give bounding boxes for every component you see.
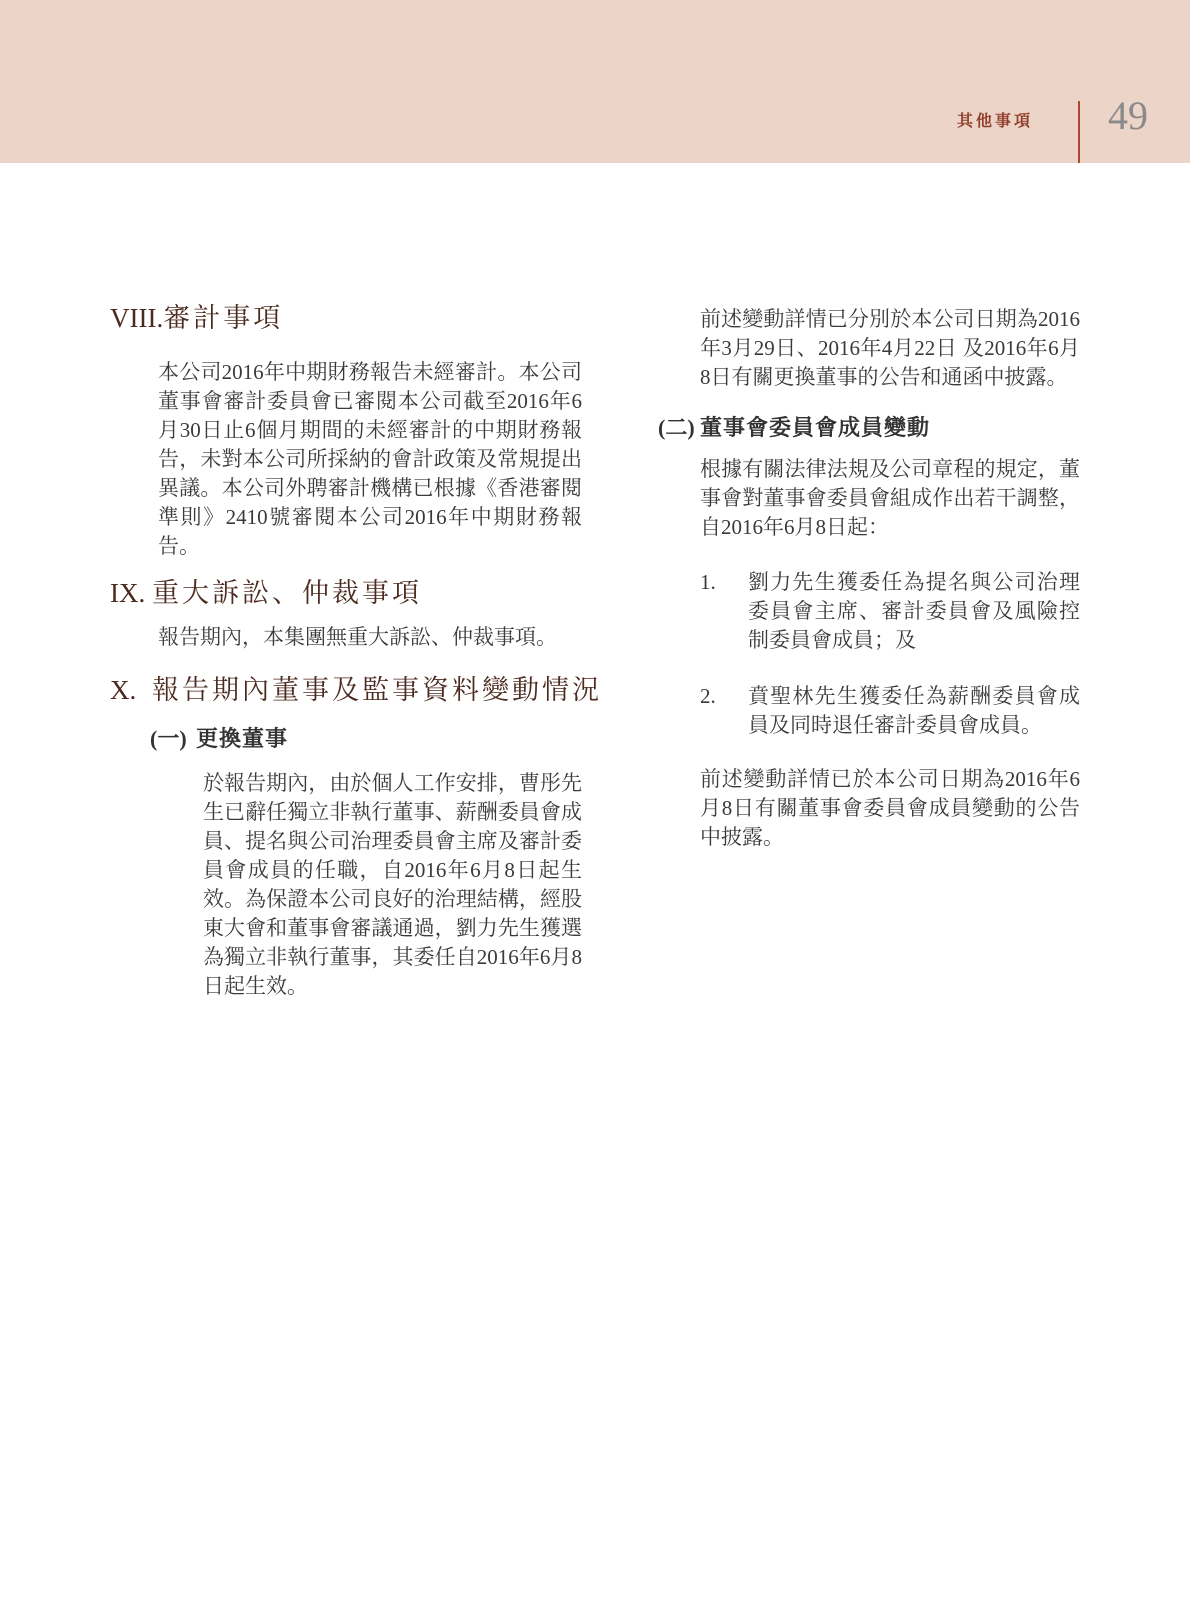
header-divider [1078,101,1080,163]
right-column [658,305,1080,852]
section-ix-title: 重大訴訟、仲裁事項 [152,578,422,608]
section-x-number: X. [110,675,137,705]
continuation-paragraph: 前述變動詳情已分別於本公司日期為2016年3月29日、2016年4月22日 及2016年6月8日有關更換董事的公告和通函中披露。 [700,307,1080,389]
page-number: 49 [1108,93,1148,138]
section-viii-heading [110,300,582,336]
section-ix-number: IX. [110,578,146,608]
section-x-heading [110,672,602,708]
subsection-1-body: 於報告期內，由於個人工作安排，曹彤先生已辭任獨立非執行董事、薪酬委員會成員、提名與公司治理委員會主席及審計委員會成員的任職，自2016年6月8日起生效。為保證本公司良好的治理結構，經股東大會和董事會審議通過，劉力先生獲選為獨立非執行董事，其委任自2016年6月8日起生效。 [203,771,582,998]
section-x-title: 報告期內董事及監事資料變動情況 [152,675,602,705]
subsection-2-intro: 根據有關法律法規及公司章程的規定，董事會對董事會委員會組成作出若干調整，自2016年6月8日起： [700,457,1080,539]
subsection-2-label: (二) [658,415,695,440]
list-item-1-number: 1. [700,570,716,594]
header-section-label: 其他事項 [956,113,1033,130]
list-item-1-text: 劉力先生獲委任為提名與公司治理委員會主席、審計委員會及風險控制委員會成員；及 [748,570,1080,652]
subsection-2-closing: 前述變動詳情已於本公司日期為2016年6月8日有關董事會委員會成員變動的公告中披露。 [700,767,1080,849]
subsection-1-title: 更換董事 [196,726,289,751]
header-band [0,0,1190,163]
list-item-2 [700,682,1080,740]
section-viii-number: VIII. [110,303,164,333]
list-item-2-text: 賁聖林先生獲委任為薪酬委員會成員及同時退任審計委員會成員。 [748,684,1080,737]
section-viii-body: 本公司2016年中期財務報告未經審計。本公司董事會審計委員會已審閱本公司截至2016年6月30日止6個月期間的未經審計的中期財務報告，未對本公司所採納的會計政策及常規提出異議。本公司外聘審計機構已根據《香港審閱準則》2410號審閱本公司2016年中期財務報告。 [158,360,582,558]
section-ix-body: 報告期內，本集團無重大訴訟、仲裁事項。 [158,625,557,649]
subsection-1-label: (一) [150,726,187,751]
subsection-1-heading [150,724,582,754]
list-item-2-number: 2. [700,684,716,708]
list-item-1 [700,568,1080,655]
left-column [110,300,602,1001]
section-viii-title: 審計事項 [163,303,284,333]
subsection-2-heading [658,413,1080,443]
subsection-2-title: 董事會委員會成員變動 [700,415,931,440]
section-ix-heading [110,575,582,611]
